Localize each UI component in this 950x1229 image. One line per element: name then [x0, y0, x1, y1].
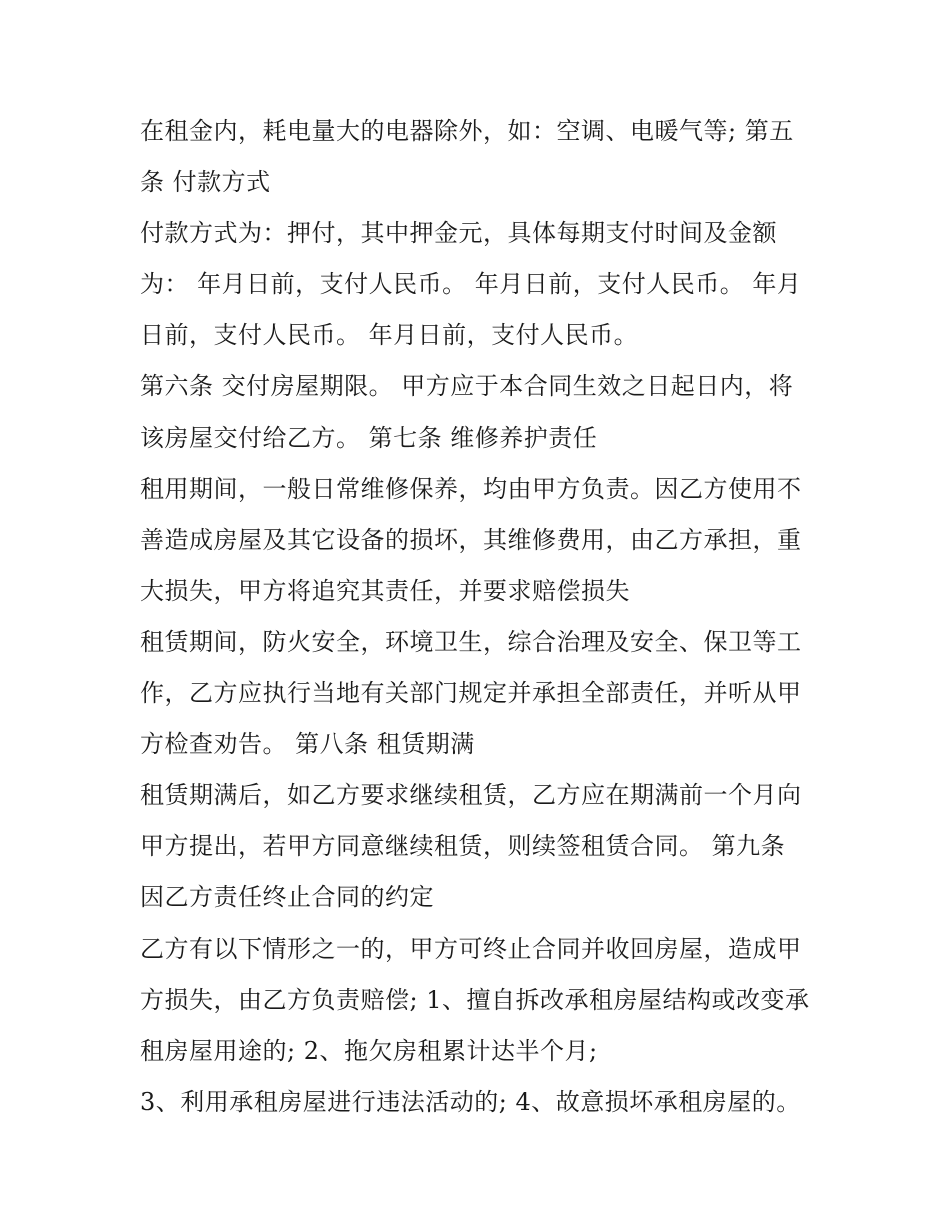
text-line: 租赁期满后，如乙方要求继续租赁，乙方应在期满前一个月向: [140, 781, 802, 810]
text-line: 方检查劝告。 第八条 租赁期满: [140, 730, 475, 759]
text-line: 乙方有以下情形之一的，甲方可终止合同并收回房屋，造成甲: [140, 934, 802, 963]
text-line: 日前，支付人民币。 年月日前，支付人民币。: [140, 321, 639, 350]
text-line: 为： 年月日前，支付人民币。 年月日前，支付人民币。 年月: [140, 270, 802, 299]
text-line: 3、利用承租房屋进行违法活动的; 4、故意损坏承租房屋的。: [140, 1087, 801, 1116]
text-line: 方损失，由乙方负责赔偿; 1、擅自拆改承租房屋结构或改变承: [140, 985, 810, 1014]
text-line: 在租金内，耗电量大的电器除外，如：空调、电暖气等; 第五: [140, 117, 794, 145]
text-line: 作，乙方应执行当地有关部门规定并承担全部责任，并听从甲: [140, 679, 802, 708]
text-line: 善造成房屋及其它设备的损坏，其维修费用，由乙方承担，重: [140, 525, 802, 554]
text-line: 大损失，甲方将追究其责任，并要求赔偿损失: [140, 576, 630, 605]
text-line: 租房屋用途的; 2、拖欠房租累计达半个月;: [140, 1036, 598, 1065]
text-line: 第六条 交付房屋期限。 甲方应于本合同生效之日起日内，将: [140, 372, 794, 401]
text-line: 付款方式为：押付，其中押金元，具体每期支付时间及金额: [140, 219, 777, 248]
text-line: 该房屋交付给乙方。 第七条 维修养护责任: [140, 423, 598, 452]
contract-text: [140, 106, 820, 1128]
text-line: 租用期间，一般日常维修保养，均由甲方负责。因乙方使用不: [140, 474, 802, 503]
text-line: 租赁期间，防火安全，环境卫生，综合治理及安全、保卫等工: [140, 627, 802, 656]
text-line: 甲方提出，若甲方同意继续租赁，则续签租赁合同。 第九条: [140, 832, 786, 861]
text-line: 条 付款方式: [140, 168, 271, 197]
text-line: 因乙方责任终止合同的约定: [140, 883, 434, 912]
